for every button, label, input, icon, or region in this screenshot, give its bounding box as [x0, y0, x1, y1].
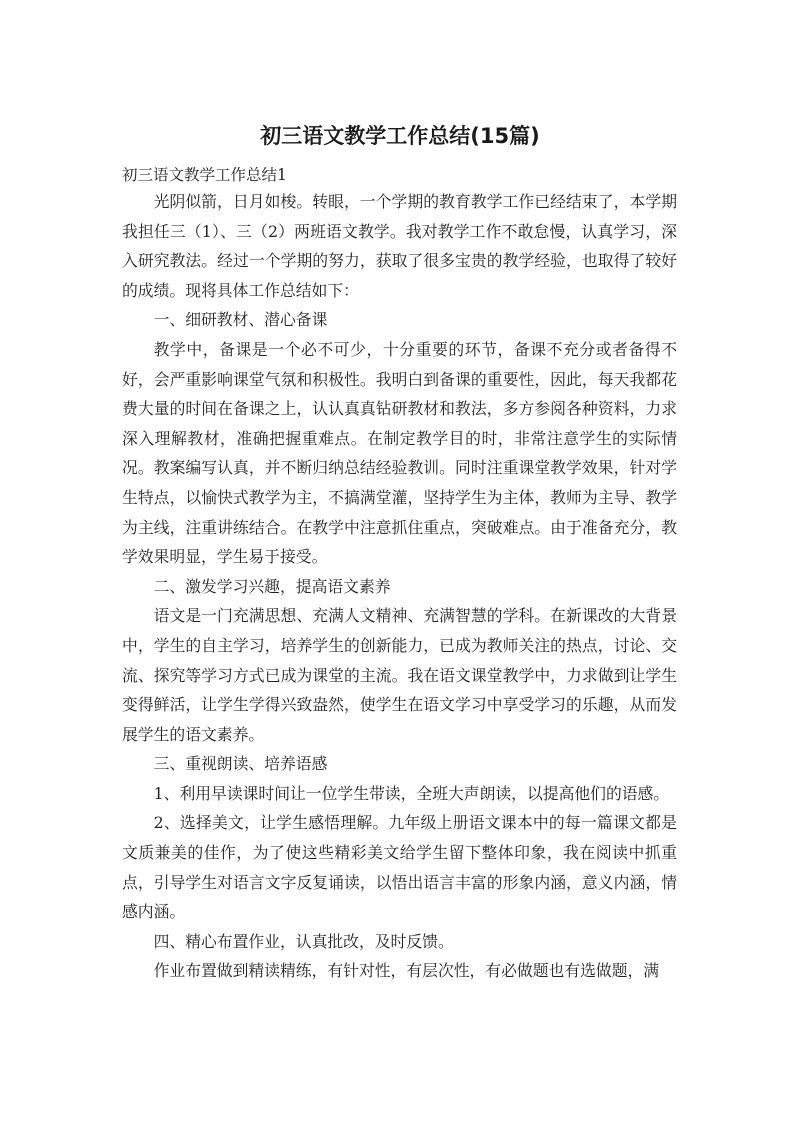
- section-heading-2: 二、激发学习兴趣，提高语文素养: [153, 576, 391, 596]
- document-body: [122, 187, 677, 986]
- section-heading-4: 四、精心布置作业，认真批改，及时反馈。: [153, 931, 454, 951]
- section-heading-1: 一、细研教材、潜心备课: [153, 310, 328, 330]
- document-subtitle: 初三语文教学工作总结1: [122, 166, 287, 184]
- paragraph-section-2: 语文是一门充满思想、充满人文精神、充满智慧的学科。在新课改的大背景中，学生的自主学习，培养学生的创新能力，已成为教师关注的热点，讨论、交流、探究等学习方式已成为课堂的主流。我在语文课堂教学中，力求做到让学生变得鲜活，让学生学得兴致盎然，使学生在语文学习中享受学习的乐趣，从而发展学生的语文素养。: [122, 606, 677, 744]
- paragraph-section-1: 教学中，备课是一个必不可少，十分重要的环节，备课不充分或者备得不好，会严重影响课堂气氛和积极性。我明白到备课的重要性，因此，每天我都花费大量的时间在备课之上，认认真真钻研教材和教法，多方参阅各种资料，力求深入理解教材，准确把握重难点。在制定教学目的时，非常注意学生的实际情况。教案编写认真，并不断归纳总结经验教训。同时注重课堂教学效果，针对学生特点，以愉快式教学为主，不搞满堂灌，坚持学生为主体，教师为主导、教学为主线，注重讲练结合。在教学中注意抓住重点，突破难点。由于准备充分，教学效果明显，学生易于接受。: [122, 339, 677, 567]
- paragraph-section-4: 作业布置做到精读精练，有针对性，有层次性，有必做题也有选做题，满: [153, 961, 660, 981]
- paragraph-intro: 光阴似箭，日月如梭。转眼，一个学期的教育教学工作已经结束了，本学期我担任三（1）、三（2）两班语文教学。我对教学工作不敢怠慢，认真学习，深入研究教法。经过一个学期的努力，获取了很多宝贵的教学经验，也取得了较好的成绩。现将具体工作总结如下：: [122, 192, 677, 300]
- document-title: 初三语文教学工作总结(15篇): [260, 124, 540, 148]
- paragraph-section-3-item-2: 2、选择美文，让学生感悟理解。九年级上册语文课本中的每一篇课文都是文质兼美的佳作，为了使这些精彩美文给学生留下整体印象，我在阅读中抓重点，引导学生对语言文字反复诵读，以悟出语言丰富的形象内涵，意义内涵，情感内涵。: [122, 813, 677, 922]
- paragraph-section-3-item-1: 1、利用早读课时间让一位学生带读，全班大声朗读，以提高他们的语感。: [153, 783, 670, 803]
- section-heading-3: 三、重视朗读、培养语感: [153, 754, 328, 774]
